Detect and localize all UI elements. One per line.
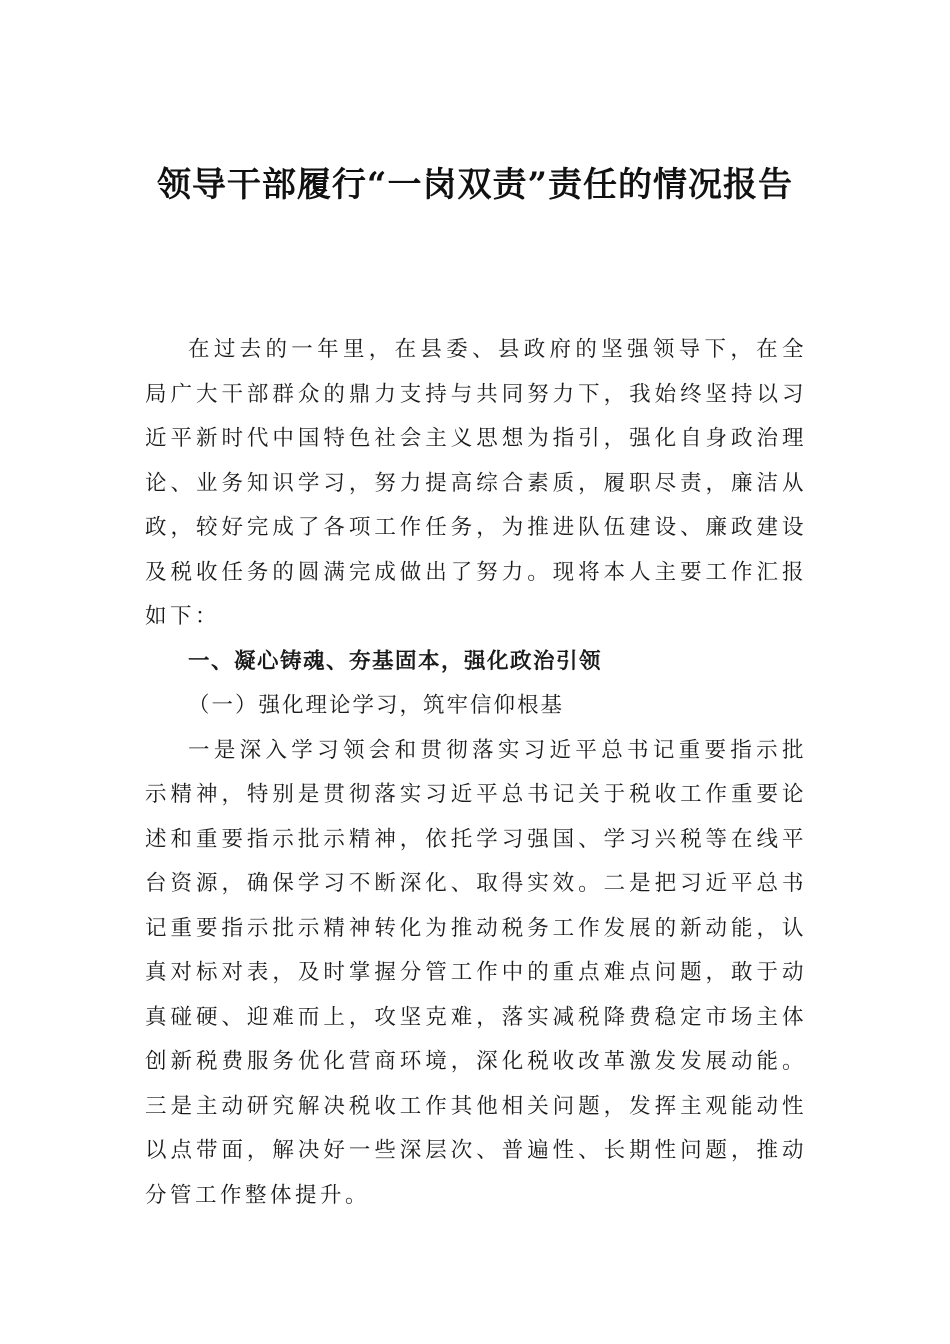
document-body xyxy=(145,328,807,1218)
intro-paragraph: 在过去的一年里，在县委、县政府的坚强领导下，在全局广大干部群众的鼎力支持与共同努力下，我始终坚持以习近平新时代中国特色社会主义思想为指引，强化自身政治理论、业务知识学习，努力提高综合素质，履职尽责，廉洁从政，较好完成了各项工作任务，为推进队伍建设、廉政建设及税收任务的圆满完成做出了努力。现将本人主要工作汇报如下： xyxy=(145,337,807,629)
document-title: 领导干部履行“一岗双责”责任的情况报告 xyxy=(156,165,794,205)
subsection-heading: （一）强化理论学习，筑牢信仰根基 xyxy=(188,693,565,718)
subsection-paragraph: 一是深入学习领会和贯彻落实习近平总书记重要指示批示精神，特别是贯彻落实习近平总书记关于税收工作重要论述和重要指示批示精神，依托学习强国、学习兴税等在线平台资源，确保学习不断深化、取得实效。二是把习近平总书记重要指示批示精神转化为推动税务工作发展的新动能，认真对标对表，及时掌握分管工作中的重点难点问题，敢于动真碰硬、迎难而上，攻坚克难，落实减税降费稳定市场主体创新税费服务优化营商环境，深化税收改革激发发展动能。三是主动研究解决税收工作其他相关问题，发挥主观能动性以点带面，解决好一些深层次、普遍性、长期性问题，推动分管工作整体提升。 xyxy=(145,737,807,1208)
section-heading: 一、凝心铸魂、夯基固本，强化政治引领 xyxy=(188,648,603,674)
